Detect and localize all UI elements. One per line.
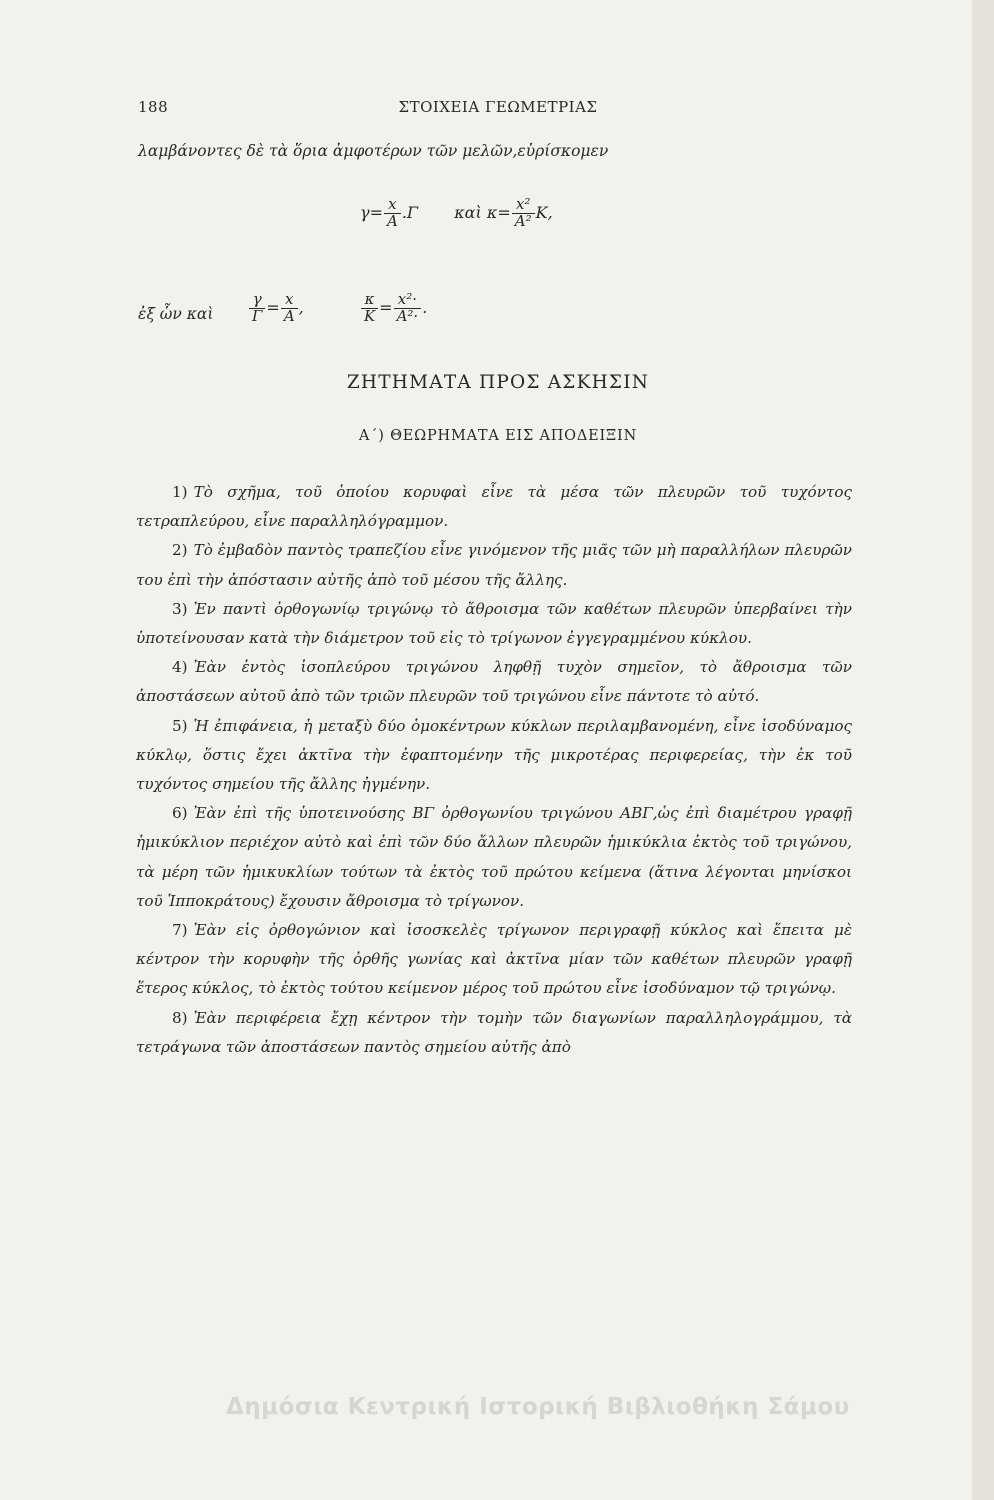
- eq2-fraction-3: [361, 292, 378, 325]
- lead-text: λαμβάνοντες δὲ τὰ ὅρια ἀμφοτέρων τῶν μελῶν,εὑρίσκομεν: [138, 142, 609, 160]
- eq2-comma: ,: [298, 297, 304, 317]
- eq1-gamma: γ=: [360, 202, 383, 222]
- eq2-fraction-3-numerator: κ: [361, 292, 378, 309]
- exercise-number: 7): [172, 921, 188, 940]
- exercise-item: [136, 916, 852, 1004]
- exercise-text: Τὸ σχῆμα, τοῦ ὁποίου κορυφαὶ εἶνε τὰ μέσα τῶν πλευρῶν τοῦ τυχόντος τετραπλεύρου, εἶνε παραλληλόγραμμον.: [136, 483, 852, 531]
- eq2-fraction-2-denominator: A: [283, 306, 295, 325]
- eq2-label: ἐξ ὧν καὶ: [138, 305, 214, 323]
- eq2-fraction-2-numerator: x: [281, 292, 298, 309]
- eq2-equals-2: =: [379, 297, 393, 317]
- eq2-fraction-1-numerator: γ: [249, 292, 265, 309]
- exercise-item: [136, 536, 852, 594]
- library-watermark: Δημόσια Κεντρική Ιστορική Βιβλιοθήκη Σάμου: [226, 1394, 850, 1420]
- exercise-text: Ἐὰν περιφέρεια ἔχῃ κέντρον τὴν τομὴν τῶν διαγωνίων παραλληλογράμμου, τὰ τετράγωνα τῶν ἀποστάσεων παντὸς σημείου αὐτῆς ἀπὸ: [136, 1008, 852, 1056]
- eq1-after-2: K,: [535, 202, 553, 222]
- eq2-fraction-3-denominator: K: [363, 306, 376, 325]
- running-header: [138, 98, 858, 122]
- eq2-equals-1: =: [266, 297, 280, 317]
- exercise-text: Ἐν παντὶ ὀρθογωνίῳ τριγώνῳ τὸ ἄθροισμα τῶν καθέτων πλευρῶν ὑπερβαίνει τὴν ὑποτείνουσαν κατὰ τὴν διάμετρον τοῦ εἰς τὸ τρίγωνον ἐγγεγραμμένου κύκλου.: [136, 599, 852, 648]
- exercise-item: [136, 799, 852, 916]
- exercise-text: Ἡ ἐπιφάνεια, ἡ μεταξὺ δύο ὁμοκέντρων κύκλων περιλαμβανομένη, εἶνε ἰσοδύναμος κύκλῳ, ὅστις ἔχει ἀκτῖνα τὴν ἐφαπτομένην τῆς μικροτέρας περιφερείας, τὴν ἐκ τοῦ τυχόντος σημείου τῆς ἄλλης ἠγμένην.: [136, 716, 852, 794]
- equation-2: [248, 292, 668, 350]
- eq2-fraction-4: [394, 292, 422, 325]
- eq1-fraction-1: [384, 197, 401, 230]
- eq1-after-1: .Γ: [401, 202, 418, 222]
- exercise-item: [136, 712, 852, 800]
- exercise-number: 4): [172, 658, 188, 677]
- eq2-fraction-2: [281, 292, 298, 325]
- exercise-item: [136, 595, 852, 653]
- eq1-fraction-2-numerator: x²: [512, 197, 535, 214]
- page-number: 188: [138, 98, 169, 116]
- section-title: ΖΗΤΗΜΑΤΑ ΠΡΟΣ ΑΣΚΗΣΙΝ: [346, 372, 650, 393]
- eq1-kai: καὶ: [454, 202, 482, 222]
- eq2-fraction-1: [249, 292, 265, 325]
- eq1-fraction-2: [512, 197, 535, 230]
- exercise-list: [136, 478, 852, 1062]
- exercise-number: 2): [172, 541, 188, 560]
- running-title: ΣΤΟΙΧΕΙΑ ΓΕΩΜΕΤΡΙΑΣ: [398, 98, 598, 116]
- exercise-text: Ἐὰν εἰς ὀρθογώνιον καὶ ἰσοσκελὲς τρίγωνον περιγραφῇ κύκλος καὶ ἔπειτα μὲ κέντρον τὴν κορυφὴν τῆς ὀρθῆς γωνίας καὶ ἀκτῖνα μίαν τῶν καθέτων πλευρῶν γραφῇ ἕτερος κύκλος, τὸ ἐκτὸς τούτου κείμενον μέρος τοῦ πρώτου εἶνε ἰσοδύναμον τῷ τριγώνῳ.: [136, 921, 852, 998]
- eq2-fraction-4-numerator: x²·: [394, 292, 422, 309]
- exercise-text: Ἐὰν ἐπὶ τῆς ὑποτεινούσης ΒΓ ὀρθογωνίου τριγώνου ΑΒΓ,ὡς ἐπὶ διαμέτρου γραφῇ ἡμικύκλιον περιέχον αὐτὸ καὶ ἐπὶ τῶν δύο ἄλλων πλευρῶν ἡμικύκλια ἐκτὸς τοῦ τριγώνου, τὰ μέρη τῶν ἡμικυκλίων τούτων τὰ ἐκτὸς τοῦ πρώτου κείμενα (ἅτινα λέγονται μηνίσκοι τοῦ Ἱπποκράτους) ἔχουσιν ἄθροισμα τὸ τρίγωνον.: [136, 804, 852, 910]
- exercise-number: 3): [172, 599, 188, 618]
- exercise-number: 5): [172, 716, 188, 735]
- eq2-period: .: [422, 297, 428, 317]
- exercise-number: 6): [172, 804, 188, 823]
- equation-1: [360, 197, 690, 257]
- exercise-text: Ἐὰν ἐντὸς ἰσοπλεύρου τριγώνου ληφθῇ τυχὸν σημεῖον, τὸ ἄθροισμα τῶν ἀποστάσεων αὐτοῦ ἀπὸ τῶν τριῶν πλευρῶν τοῦ τριγώνου εἶνε πάντοτε τὸ αὐτό.: [136, 658, 852, 706]
- eq2-fraction-4-denominator: A²·: [396, 306, 419, 325]
- eq1-fraction-1-denominator: A: [386, 211, 398, 230]
- eq2-fraction-1-denominator: Γ: [252, 306, 263, 325]
- eq1-fraction-2-denominator: A²: [514, 211, 532, 230]
- subsection-title: Α΄) ΘΕΩΡΗΜΑΤΑ ΕΙΣ ΑΠΟΔΕΙΞΙΝ: [358, 428, 638, 444]
- eq1-kappa: κ=: [486, 202, 511, 222]
- exercise-item: [136, 1004, 852, 1062]
- eq1-fraction-1-numerator: x: [384, 197, 401, 214]
- exercise-item: [136, 653, 852, 711]
- exercise-number: 1): [172, 483, 188, 501]
- exercise-item: [136, 478, 852, 536]
- exercise-text: Τὸ ἐμβαδὸν παντὸς τραπεζίου εἶνε γινόμενον τῆς μιᾶς τῶν μὴ παραλλήλων πλευρῶν του ἐπὶ τὴν ἀπόστασιν αὐτῆς ἀπὸ τοῦ μέσου τῆς ἄλλης.: [136, 541, 852, 589]
- exercise-number: 8): [172, 1008, 188, 1027]
